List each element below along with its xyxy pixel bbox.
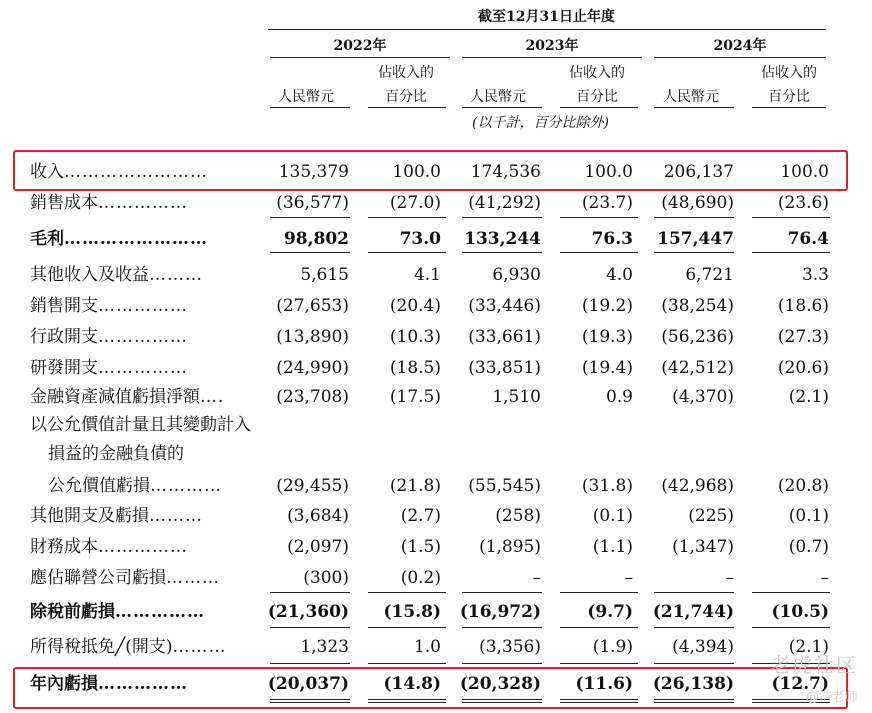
row-label xyxy=(30,320,188,354)
subtotal-underline xyxy=(270,592,350,593)
sub-underline xyxy=(462,107,542,108)
value-cell: (20.6) xyxy=(777,358,829,378)
subtotal-underline xyxy=(560,663,638,664)
row-label xyxy=(48,437,184,471)
value-cell: (36,577) xyxy=(276,193,349,213)
value-cell: (26,138) xyxy=(652,674,734,694)
value-cell: (11.6) xyxy=(575,674,633,694)
value-cell: 1,323 xyxy=(300,637,349,657)
value-cell: – xyxy=(624,568,633,588)
units-note: (以千計，百分比除外) xyxy=(472,115,609,131)
value-cell: 4.0 xyxy=(605,265,633,285)
leader-dots: ………… xyxy=(150,476,222,496)
subtotal-underline xyxy=(462,663,542,664)
value-cell: (16,972) xyxy=(459,602,541,622)
value-cell: 100.0 xyxy=(584,162,633,182)
value-cell: (14.8) xyxy=(383,674,441,694)
row-label xyxy=(30,595,205,629)
table-row xyxy=(0,437,872,471)
table-row xyxy=(0,222,872,256)
col-pct-2023-l1: 佔收入的 xyxy=(569,65,625,81)
row-label-text: 其他開支及虧損 xyxy=(30,506,149,526)
row-label xyxy=(30,530,188,564)
value-cell: (23.7) xyxy=(581,193,633,213)
leader-dots: ……… xyxy=(166,568,220,588)
subtotal-underline xyxy=(462,592,542,593)
value-cell: 1,510 xyxy=(492,387,541,407)
row-label-text: 所得稅抵免╱(開支) xyxy=(30,637,173,657)
row-label xyxy=(30,222,208,256)
value-cell: (21,360) xyxy=(267,602,349,622)
value-cell: 174,536 xyxy=(470,162,541,182)
value-cell: 5,615 xyxy=(300,265,349,285)
period-underline xyxy=(268,29,826,30)
value-cell: (300) xyxy=(303,568,349,588)
table-row xyxy=(0,469,872,503)
highlight-loss-row xyxy=(13,667,848,709)
subtotal-underline xyxy=(560,592,638,593)
subtotal-underline xyxy=(752,592,830,593)
leader-dots: …………………… xyxy=(64,229,208,249)
value-cell: (4,394) xyxy=(672,637,734,657)
value-cell: (23.6) xyxy=(777,193,829,213)
leader-dots: …………… xyxy=(98,537,188,557)
value-cell: 135,379 xyxy=(278,162,349,182)
row-label-text: 毛利 xyxy=(30,229,64,249)
value-cell: (0.2) xyxy=(400,568,441,588)
value-cell: 98,802 xyxy=(283,229,349,249)
value-cell: (1.5) xyxy=(400,537,441,557)
leader-dots: …………… xyxy=(98,358,188,378)
value-cell: (27,653) xyxy=(276,296,349,316)
value-cell: 133,244 xyxy=(464,229,541,249)
subtotal-underline xyxy=(654,663,734,664)
value-cell: (21,744) xyxy=(652,602,734,622)
subtotal-underline xyxy=(368,252,446,253)
value-cell: (48,690) xyxy=(661,193,734,213)
table-row xyxy=(0,186,872,220)
value-cell: (15.8) xyxy=(383,602,441,622)
row-label-text: 收入 xyxy=(30,162,64,182)
col-rmb-2024: 人民幣元 xyxy=(663,89,719,105)
value-cell: (2.7) xyxy=(400,506,441,526)
col-rmb-2023: 人民幣元 xyxy=(470,89,526,105)
value-cell: (33,851) xyxy=(468,358,541,378)
value-cell: (20.8) xyxy=(777,476,829,496)
value-cell: (19.2) xyxy=(581,296,633,316)
row-label xyxy=(30,499,203,533)
value-cell: (42,968) xyxy=(661,476,734,496)
subtotal-underline xyxy=(368,663,446,664)
value-cell: (0.7) xyxy=(788,537,829,557)
value-cell: (19.4) xyxy=(581,358,633,378)
col-pct-2022-l1: 佔收入的 xyxy=(378,65,434,81)
row-label-text: 公允價值虧損 xyxy=(48,476,150,496)
row-label-text: 年內虧損 xyxy=(30,674,98,694)
value-cell: (21.8) xyxy=(389,476,441,496)
col-pct-2024-l1: 佔收入的 xyxy=(761,65,817,81)
sub-underline xyxy=(752,107,826,108)
value-cell: (55,545) xyxy=(468,476,541,496)
row-label-text: 研發開支 xyxy=(30,358,98,378)
subtotal-underline xyxy=(368,217,446,218)
table-row xyxy=(0,320,872,354)
subtotal-underline xyxy=(462,252,542,253)
year-2022: 2022年 xyxy=(333,38,387,54)
table-row xyxy=(0,499,872,533)
value-cell: (1.9) xyxy=(592,637,633,657)
row-label xyxy=(30,258,203,292)
value-cell: 6,930 xyxy=(492,265,541,285)
value-cell: (9.7) xyxy=(587,602,633,622)
row-label-text: 以公允價值計量且其變動計入 xyxy=(30,415,251,435)
row-label-text: 銷售開支 xyxy=(30,296,98,316)
value-cell: 0.9 xyxy=(605,387,633,407)
subtotal-underline xyxy=(368,627,446,628)
value-cell: (33,661) xyxy=(468,327,541,347)
value-cell: (1,347) xyxy=(672,537,734,557)
highlight-revenue-row xyxy=(13,150,848,191)
watermark-handle: @浩老师 xyxy=(805,690,858,705)
table-row xyxy=(0,530,872,564)
value-cell: 157,447 xyxy=(657,229,734,249)
value-cell: (23,708) xyxy=(276,387,349,407)
sub-underline xyxy=(560,107,638,108)
leader-dots: …………… xyxy=(98,193,188,213)
subtotal-underline xyxy=(752,252,830,253)
row-label-text: 其他收入及收益 xyxy=(30,265,149,285)
row-label-text: 金融資產減值虧損淨額 xyxy=(30,387,200,407)
subtotal-underline xyxy=(654,592,734,593)
value-cell: 4.1 xyxy=(413,265,441,285)
row-label xyxy=(30,289,188,323)
row-label-text: 財務成本 xyxy=(30,537,98,557)
leader-dots: …………… xyxy=(115,602,205,622)
subtotal-underline xyxy=(560,252,638,253)
row-label-text: 銷售成本 xyxy=(30,193,98,213)
subtotal-underline xyxy=(368,592,446,593)
row-label xyxy=(30,186,188,220)
value-cell: (3,684) xyxy=(287,506,349,526)
table-row xyxy=(0,595,872,629)
leader-dots: ……… xyxy=(149,265,203,285)
subtotal-underline xyxy=(654,627,734,628)
value-cell: 100.0 xyxy=(780,162,829,182)
row-label xyxy=(30,630,227,664)
value-cell: (2,097) xyxy=(287,537,349,557)
value-cell: (18.5) xyxy=(389,358,441,378)
leader-dots: …. xyxy=(200,387,225,407)
value-cell: 76.4 xyxy=(787,229,829,249)
row-label xyxy=(30,561,220,595)
watermark-text: 老虎社区 xyxy=(770,653,858,677)
row-label-text: 應佔聯營公司虧損 xyxy=(30,568,166,588)
value-cell: – xyxy=(820,568,829,588)
subtotal-underline xyxy=(462,627,542,628)
year-2024: 2024年 xyxy=(713,38,767,54)
value-cell: (0.1) xyxy=(788,506,829,526)
leader-dots: …………… xyxy=(98,296,188,316)
value-cell: (1.1) xyxy=(592,537,633,557)
value-cell: 6,721 xyxy=(685,265,734,285)
year-2022-underline xyxy=(270,57,450,58)
row-label-text: 除稅前虧損 xyxy=(30,602,115,622)
value-cell: – xyxy=(725,568,734,588)
value-cell: (10.3) xyxy=(389,327,441,347)
subtotal-underline xyxy=(654,252,734,253)
subtotal-underline xyxy=(462,217,542,218)
year-2024-underline xyxy=(654,57,826,58)
value-cell: 1.0 xyxy=(413,637,441,657)
row-label-text: 行政開支 xyxy=(30,327,98,347)
value-cell: (19.3) xyxy=(581,327,633,347)
sub-underline xyxy=(654,107,734,108)
value-cell: (225) xyxy=(688,506,734,526)
value-cell: (2.1) xyxy=(788,387,829,407)
value-cell: (3,356) xyxy=(479,637,541,657)
value-cell: (42,512) xyxy=(661,358,734,378)
subtotal-underline xyxy=(270,663,350,664)
value-cell: 100.0 xyxy=(392,162,441,182)
value-cell: (1,895) xyxy=(479,537,541,557)
value-cell: (10.5) xyxy=(771,602,829,622)
subtotal-underline xyxy=(270,217,350,218)
col-pct-2022-l2: 百分比 xyxy=(385,89,427,105)
value-cell: (41,292) xyxy=(468,193,541,213)
subtotal-underline xyxy=(752,217,830,218)
col-rmb-2022: 人民幣元 xyxy=(278,89,334,105)
subtotal-underline xyxy=(752,627,830,628)
value-cell: 206,137 xyxy=(663,162,734,182)
value-cell: (56,236) xyxy=(661,327,734,347)
col-pct-2023-l2: 百分比 xyxy=(576,89,618,105)
value-cell: (24,990) xyxy=(276,358,349,378)
row-label xyxy=(48,469,222,503)
leader-dots: …………… xyxy=(98,327,188,347)
subtotal-underline xyxy=(270,627,350,628)
value-cell: (13,890) xyxy=(276,327,349,347)
subtotal-underline xyxy=(654,217,734,218)
value-cell: 76.3 xyxy=(591,229,633,249)
value-cell: (27.0) xyxy=(389,193,441,213)
value-cell: (29,455) xyxy=(276,476,349,496)
value-cell: (2.1) xyxy=(788,637,829,657)
subtotal-underline xyxy=(560,627,638,628)
value-cell: – xyxy=(532,568,541,588)
value-cell: 3.3 xyxy=(801,265,829,285)
subtotal-underline xyxy=(560,217,638,218)
year-2023-underline xyxy=(462,57,642,58)
value-cell: 73.0 xyxy=(399,229,441,249)
leader-dots: ……… xyxy=(149,506,203,526)
leader-dots: …………… xyxy=(98,674,188,694)
value-cell: (27.3) xyxy=(777,327,829,347)
value-cell: (31.8) xyxy=(581,476,633,496)
value-cell: (38,254) xyxy=(661,296,734,316)
value-cell: (0.1) xyxy=(592,506,633,526)
value-cell: (17.5) xyxy=(389,387,441,407)
sub-underline xyxy=(270,107,350,108)
table-row xyxy=(0,561,872,595)
value-cell: (18.6) xyxy=(777,296,829,316)
col-pct-2024-l2: 百分比 xyxy=(768,89,810,105)
leader-dots: …………………… xyxy=(64,162,208,182)
value-cell: (12.7) xyxy=(771,674,829,694)
value-cell: (20,328) xyxy=(459,674,541,694)
table-row xyxy=(0,630,872,664)
value-cell: (4,370) xyxy=(672,387,734,407)
subtotal-underline xyxy=(270,252,350,253)
value-cell: (20,037) xyxy=(267,674,349,694)
table-row xyxy=(0,289,872,323)
year-2023: 2023年 xyxy=(525,38,579,54)
sub-underline xyxy=(368,107,446,108)
value-cell: (20.4) xyxy=(389,296,441,316)
leader-dots: ……… xyxy=(172,637,227,657)
value-cell: (33,446) xyxy=(468,296,541,316)
period-title: 截至12月31日止年度 xyxy=(478,9,615,25)
table-row xyxy=(0,258,872,292)
row-label-text: 損益的金融負債的 xyxy=(48,444,184,464)
value-cell: (258) xyxy=(495,506,541,526)
